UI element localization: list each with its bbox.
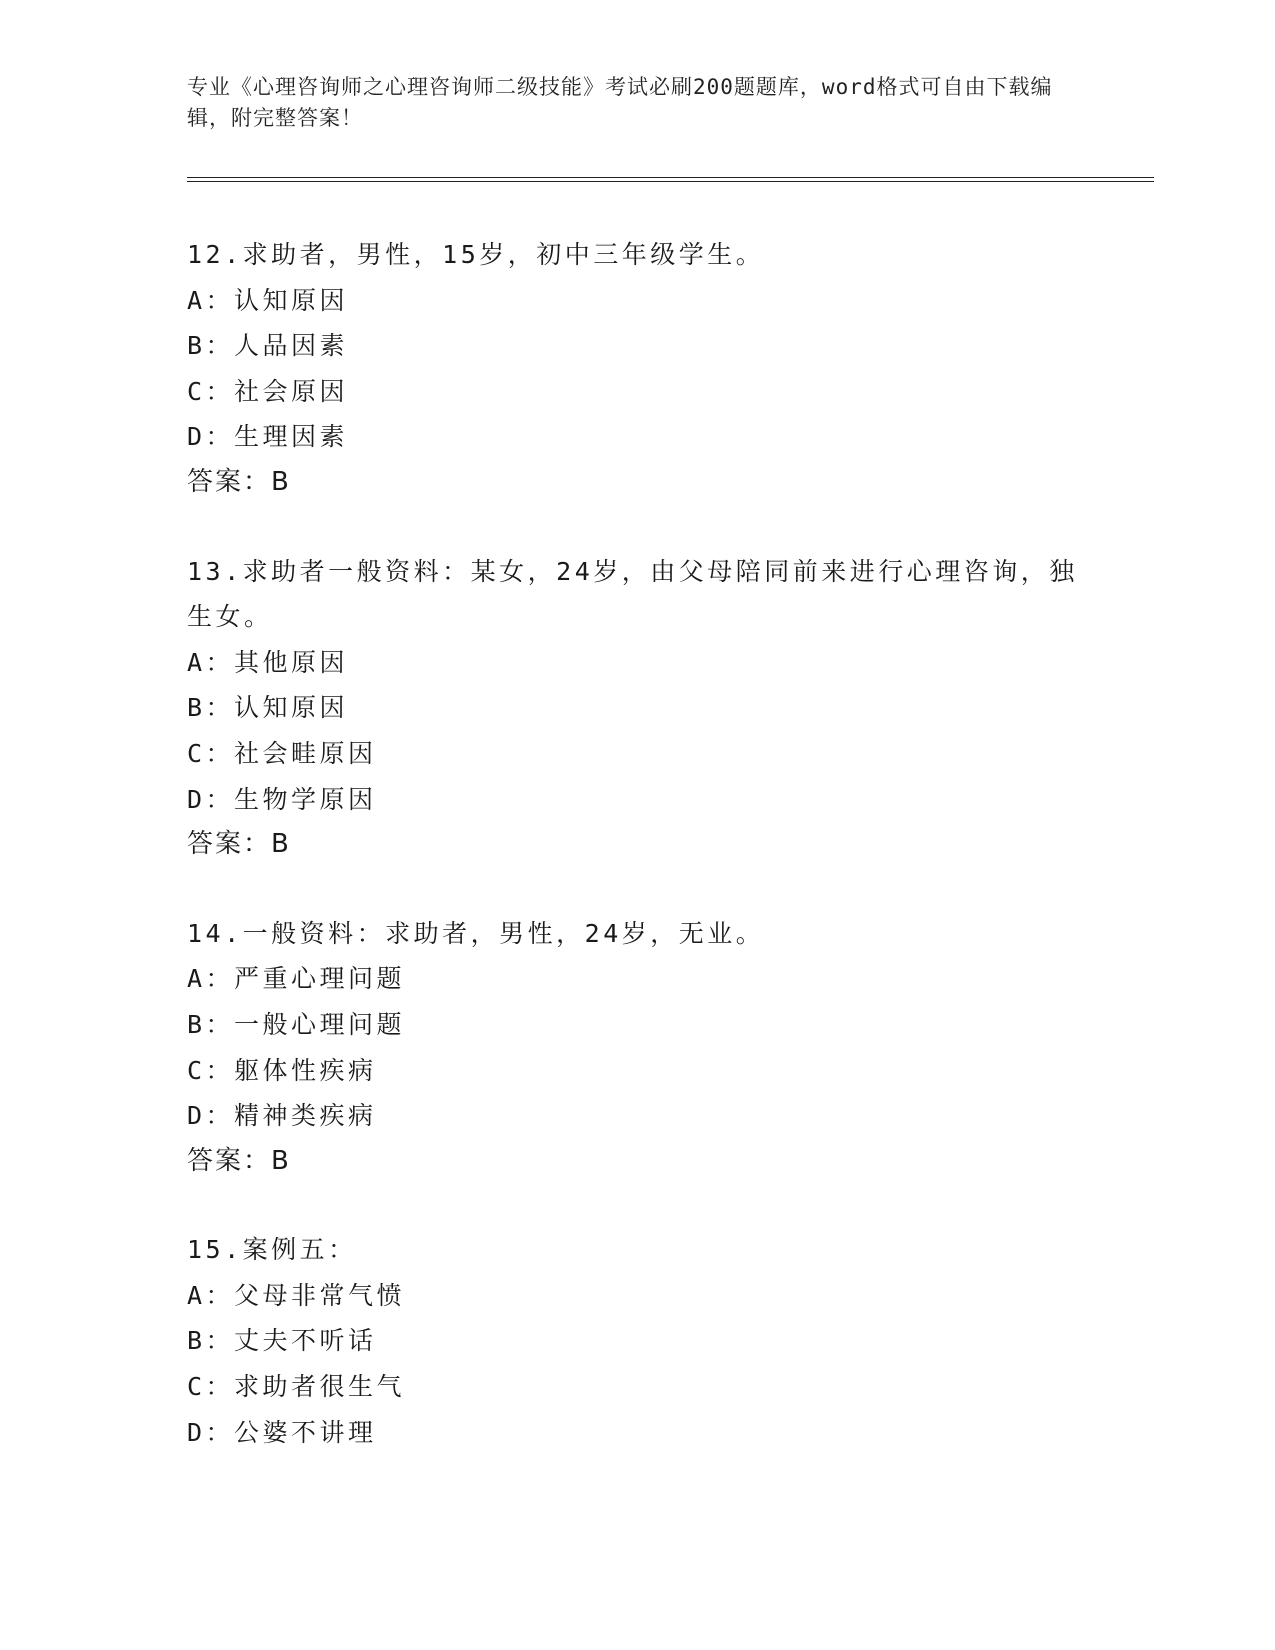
option-d: D：生理因素 [187, 422, 349, 452]
option-d: D：精神类疾病 [187, 1101, 377, 1131]
option-d: D：公婆不讲理 [187, 1417, 377, 1447]
question-stem: 14.一般资料：求助者，男性，24岁，无业。 [187, 918, 765, 948]
answer-text: 答案：B [187, 1145, 291, 1176]
option-c: C：社会原因 [187, 376, 349, 406]
option-c: C：社会畦原因 [187, 738, 377, 768]
option-b: B：认知原因 [187, 693, 349, 723]
answer-text: 答案：B [187, 829, 291, 860]
question-stem: 13.求助者一般资料：某女，24岁，由父母陪同前来进行心理咨询，独生女。 [187, 556, 1078, 632]
question-list [187, 232, 1087, 1498]
option-c: C：求助者很生气 [187, 1372, 406, 1402]
option-a: A：其他原因 [187, 647, 349, 677]
question-15 [187, 1227, 1087, 1455]
option-b: B：一般心理问题 [187, 1009, 406, 1039]
question-stem: 15.案例五： [187, 1235, 357, 1265]
option-d: D：生物学原因 [187, 784, 377, 814]
option-a: A：严重心理问题 [187, 964, 406, 994]
option-b: B：丈夫不听话 [187, 1326, 377, 1356]
document-header: 专业《心理咨询师之心理咨询师二级技能》考试必刷200题题库，word格式可自由下载编辑，附完整答案！ [187, 75, 1053, 130]
option-a: A：认知原因 [187, 285, 349, 315]
header-divider [187, 177, 1154, 182]
question-14 [187, 911, 1087, 1185]
question-stem: 12.求助者，男性，15岁，初中三年级学生。 [187, 240, 765, 269]
question-12 [187, 232, 1087, 506]
option-a: A：父母非常气愤 [187, 1280, 406, 1310]
answer-text: 答案：B [187, 466, 291, 497]
option-b: B：人品因素 [187, 331, 349, 361]
question-13 [187, 549, 1087, 868]
option-c: C：躯体性疾病 [187, 1055, 377, 1085]
